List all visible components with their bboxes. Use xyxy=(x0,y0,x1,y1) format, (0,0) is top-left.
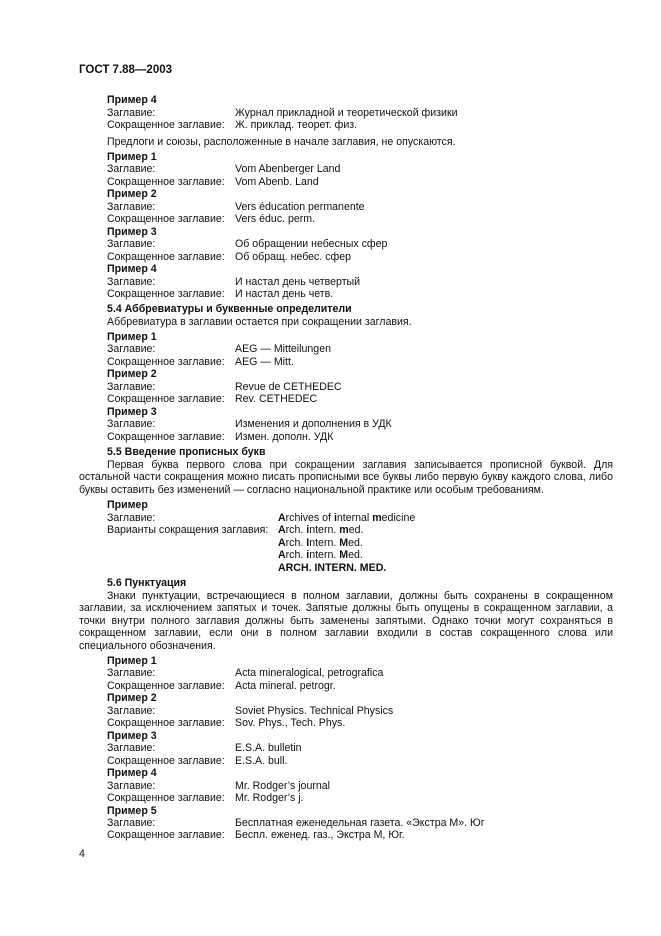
section-5-4-text: Аббревиатура в заглавии остается при сокращении заглавия. xyxy=(107,316,412,328)
short-title-label: Сокращенное заглавие: xyxy=(107,430,225,443)
example-heading: Пример 1 xyxy=(107,331,157,343)
title-value: Бесплатная еженедельная газета. «Экстра М». Юг xyxy=(235,817,485,829)
title-value: Acta mineralogical, petrografica xyxy=(235,667,384,680)
short-title-label: Сокращенное заглавие: xyxy=(107,717,225,730)
example-heading: Пример 4 xyxy=(107,767,157,780)
title-label: Заглавие: xyxy=(107,511,156,524)
variants-label: Варианты сокращения заглавия: xyxy=(107,524,269,536)
short-title-label: Сокращенное заглавие: xyxy=(107,119,225,131)
short-title-label: Сокращенное заглавие: xyxy=(107,250,225,263)
title-value: Revue de CETHEDEC xyxy=(235,380,342,393)
title-value: AEG — Mitteilungen xyxy=(235,343,331,356)
title-label: Заглавие: xyxy=(107,667,156,680)
example-heading: Пример 3 xyxy=(107,225,157,238)
short-title-value: Rev. CETHEDEC xyxy=(235,393,318,406)
section-5-6-title: 5.6 Пунктуация xyxy=(107,577,187,589)
short-title-label: Сокращенное заглавие: xyxy=(107,792,225,804)
title-value: Mr. Rodger’s journal xyxy=(235,779,330,792)
variant-value: Arch. Intern. Med. xyxy=(278,536,363,549)
short-title-value: Измен. дополн. УДК xyxy=(235,430,334,443)
section-5-5-text: Первая буква первого слова при сокращении заглавия записывается прописной буквой. Для остальной части сокращения можно писать прописными все буквы либо первую букву каждого слова, либо буквы оставить без изменений — согласно национальной практике или особым требованиям. xyxy=(79,459,613,496)
title-label: Заглавие: xyxy=(107,163,156,176)
title-label: Заглавие: xyxy=(107,418,156,431)
example-heading: Пример 2 xyxy=(107,692,157,705)
document-header: ГОСТ 7.88—2003 xyxy=(79,64,173,76)
page-number: 4 xyxy=(79,848,85,860)
short-title-value: AEG — Mitt. xyxy=(235,355,294,368)
title-value: Vers éducation permanente xyxy=(235,200,365,213)
short-title-label: Сокращенное заглавие: xyxy=(107,213,225,226)
title-value: Об обращении небесных сфер xyxy=(235,238,388,251)
title-label: Заглавие: xyxy=(107,817,156,829)
example-heading: Пример xyxy=(107,499,148,511)
title-label: Заглавие: xyxy=(107,704,156,717)
short-title-value: E.S.A. bull. xyxy=(235,754,288,767)
example-heading: Пример 3 xyxy=(107,729,157,742)
title-label: Заглавие: xyxy=(107,343,156,356)
example-heading: Пример 5 xyxy=(107,804,157,817)
short-title-label: Сокращенное заглавие: xyxy=(107,288,225,300)
short-title-label: Сокращенное заглавие: xyxy=(107,679,225,692)
short-title-value: И настал день четв. xyxy=(235,288,334,300)
title-value: Soviet Physics. Technical Physics xyxy=(235,704,394,717)
short-title-value: Acta mineral. petrogr. xyxy=(235,679,336,692)
title-label: Заглавие: xyxy=(107,275,156,288)
short-title-label: Сокращенное заглавие: xyxy=(107,175,225,188)
title-value: Изменения и дополнения в УДК xyxy=(235,418,392,431)
example-heading: Пример 2 xyxy=(107,188,157,201)
title-label: Заглавие: xyxy=(107,742,156,755)
short-title-value: Ж. приклад. теорет. физ. xyxy=(235,119,358,131)
title-label: Заглавие: xyxy=(107,779,156,792)
section-5-4-title: 5.4 Аббревиатуры и буквенные определители xyxy=(107,303,352,315)
title-label: Заглавие: xyxy=(107,238,156,251)
short-title-label: Сокращенное заглавие: xyxy=(107,829,225,842)
title-label: Заглавие: xyxy=(107,200,156,213)
title-value: E.S.A. bulletin xyxy=(235,742,302,755)
section-5-6-text: Знаки пунктуации, встречающиеся в полном заглавии, должны быть сохранены в сокращенном заглавии, за исключением запятых и точек. Запятые должны быть опущены в сокращенном заглавии, а точки внутри полного заглавия должны быть заменены запятыми. Однако точки могут сохраняться в сокращенном заглавии, если они в полном заглавии входили в состав сокращенного слова или специального обозначения. xyxy=(79,590,613,652)
note-prepositions: Предлоги и союзы, расположенные в начале заглавия, не опускаются. xyxy=(107,136,456,148)
example-heading: Пример 2 xyxy=(107,368,157,381)
variant-value-caps: ARCH. INTERN. MED. xyxy=(278,561,387,574)
title-label: Заглавие: xyxy=(107,380,156,393)
short-title-label: Сокращенное заглавие: xyxy=(107,393,225,406)
variant-value: Arch. intern. med. xyxy=(278,524,364,536)
example-heading: Пример 4 xyxy=(107,94,157,106)
title-value: Журнал прикладной и теоретической физики xyxy=(235,106,458,119)
example-heading: Пример 1 xyxy=(107,655,157,667)
example-heading: Пример 4 xyxy=(107,263,157,276)
short-title-value: Vom Abenb. Land xyxy=(235,175,319,188)
short-title-value: Беспл. еженед. газ., Экстра М, Юг. xyxy=(235,829,405,842)
variant-value: Arch. intern. Med. xyxy=(278,549,363,561)
title-value: Archives of internal medicine xyxy=(278,511,416,524)
short-title-value: Mr. Rodger’s j. xyxy=(235,792,304,804)
short-title-label: Сокращенное заглавие: xyxy=(107,355,225,368)
title-value: И настал день четвертый xyxy=(235,275,361,288)
short-title-value: Об обращ. небес. сфер xyxy=(235,250,352,263)
title-label: Заглавие: xyxy=(107,106,156,119)
short-title-value: Sov. Phys., Tech. Phys. xyxy=(235,717,346,730)
short-title-label: Сокращенное заглавие: xyxy=(107,754,225,767)
short-title-value: Vers éduc. perm. xyxy=(235,213,316,226)
title-value: Vom Abenberger Land xyxy=(235,163,341,176)
example-heading: Пример 3 xyxy=(107,405,157,418)
section-5-5-title: 5.5 Введение прописных букв xyxy=(107,446,266,458)
example-heading: Пример 1 xyxy=(107,151,157,163)
